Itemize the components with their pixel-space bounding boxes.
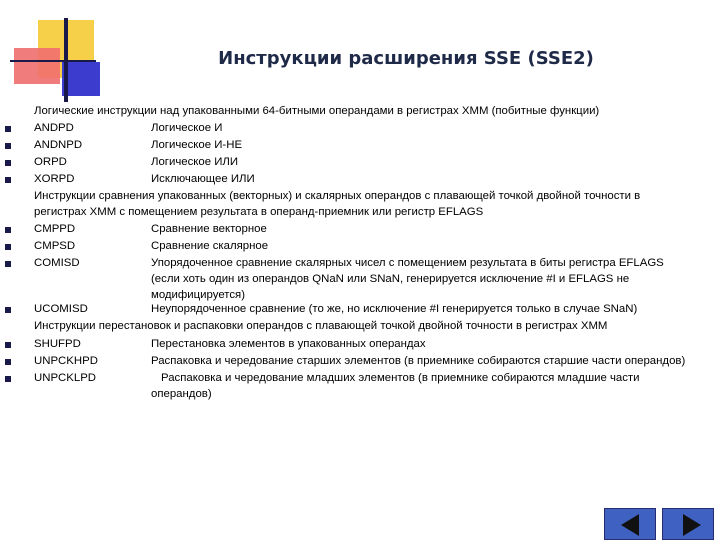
section-header-compare-line2: регистрах XMM с помещением результата в операнд-приемник или регистр EFLAGS [34, 206, 484, 218]
description: Логическое И-НЕ [151, 139, 243, 151]
next-slide-button[interactable] [662, 508, 714, 540]
bullet-icon [5, 261, 11, 267]
description: Логическое И [151, 122, 223, 134]
description: Сравнение скалярное [151, 240, 269, 252]
slide-title: Инструкции расширения SSE (SSE2) [218, 48, 594, 69]
section-header-logical: Логические инструкции над упакованными 64-битными операндами в регистрах XMM (побитные функции) [34, 105, 600, 117]
section-header-shuffle: Инструкции перестановок и распаковки операндов с плавающей точкой двойной точности в регистрах XMM [34, 320, 608, 332]
description-line1: Распаковка и чередование младших элементов (в приемнике собираются младшие части [161, 372, 640, 384]
description: Исключающее ИЛИ [151, 173, 255, 185]
description: Неупорядоченное сравнение (то же, но исключение #I генерируется только в случае SNaN) [151, 303, 638, 315]
previous-slide-button[interactable] [604, 508, 656, 540]
section-header-compare-line1: Инструкции сравнения упакованных (векторных) и скалярных операндов с плавающей точкой двойной точности в [34, 190, 641, 202]
bullet-icon [5, 177, 11, 183]
mnemonic: UNPCKLPD [34, 372, 97, 384]
description: Сравнение векторное [151, 223, 267, 235]
bullet-icon [5, 307, 11, 313]
description-line1: Упорядоченное сравнение скалярных чисел с помещением результата в биты регистра EFLAGS [151, 257, 664, 269]
mnemonic: CMPPD [34, 223, 76, 235]
mnemonic: XORPD [34, 173, 75, 185]
bullet-icon [5, 126, 11, 132]
mnemonic: CMPSD [34, 240, 76, 252]
mnemonic: UNPCKHPD [34, 355, 98, 367]
mnemonic: ANDPD [34, 122, 74, 134]
mnemonic: UCOMISD [34, 303, 88, 315]
description-line2: (если хоть один из операндов QNaN или SNaN, генерируется исключение #I и EFLAGS не [151, 273, 630, 285]
bullet-icon [5, 227, 11, 233]
description-line3: модифицируется) [151, 289, 246, 301]
description-line2: операндов) [151, 388, 212, 400]
mnemonic: SHUFPD [34, 338, 81, 350]
bullet-icon [5, 244, 11, 250]
bullet-icon [5, 143, 11, 149]
triangle-right-icon [683, 514, 701, 536]
bullet-icon [5, 160, 11, 166]
mnemonic: ANDNPD [34, 139, 83, 151]
description: Распаковка и чередование старших элементов (в приемнике собираются старшие части операндов) [151, 355, 686, 367]
bullet-icon [5, 342, 11, 348]
bullet-icon [5, 359, 11, 365]
slide-navigation [604, 508, 720, 540]
description: Логическое ИЛИ [151, 156, 239, 168]
mnemonic: ORPD [34, 156, 67, 168]
triangle-left-icon [621, 514, 639, 536]
mnemonic: COMISD [34, 257, 80, 269]
bullet-icon [5, 376, 11, 382]
description: Перестановка элементов в упакованных операндах [151, 338, 426, 350]
